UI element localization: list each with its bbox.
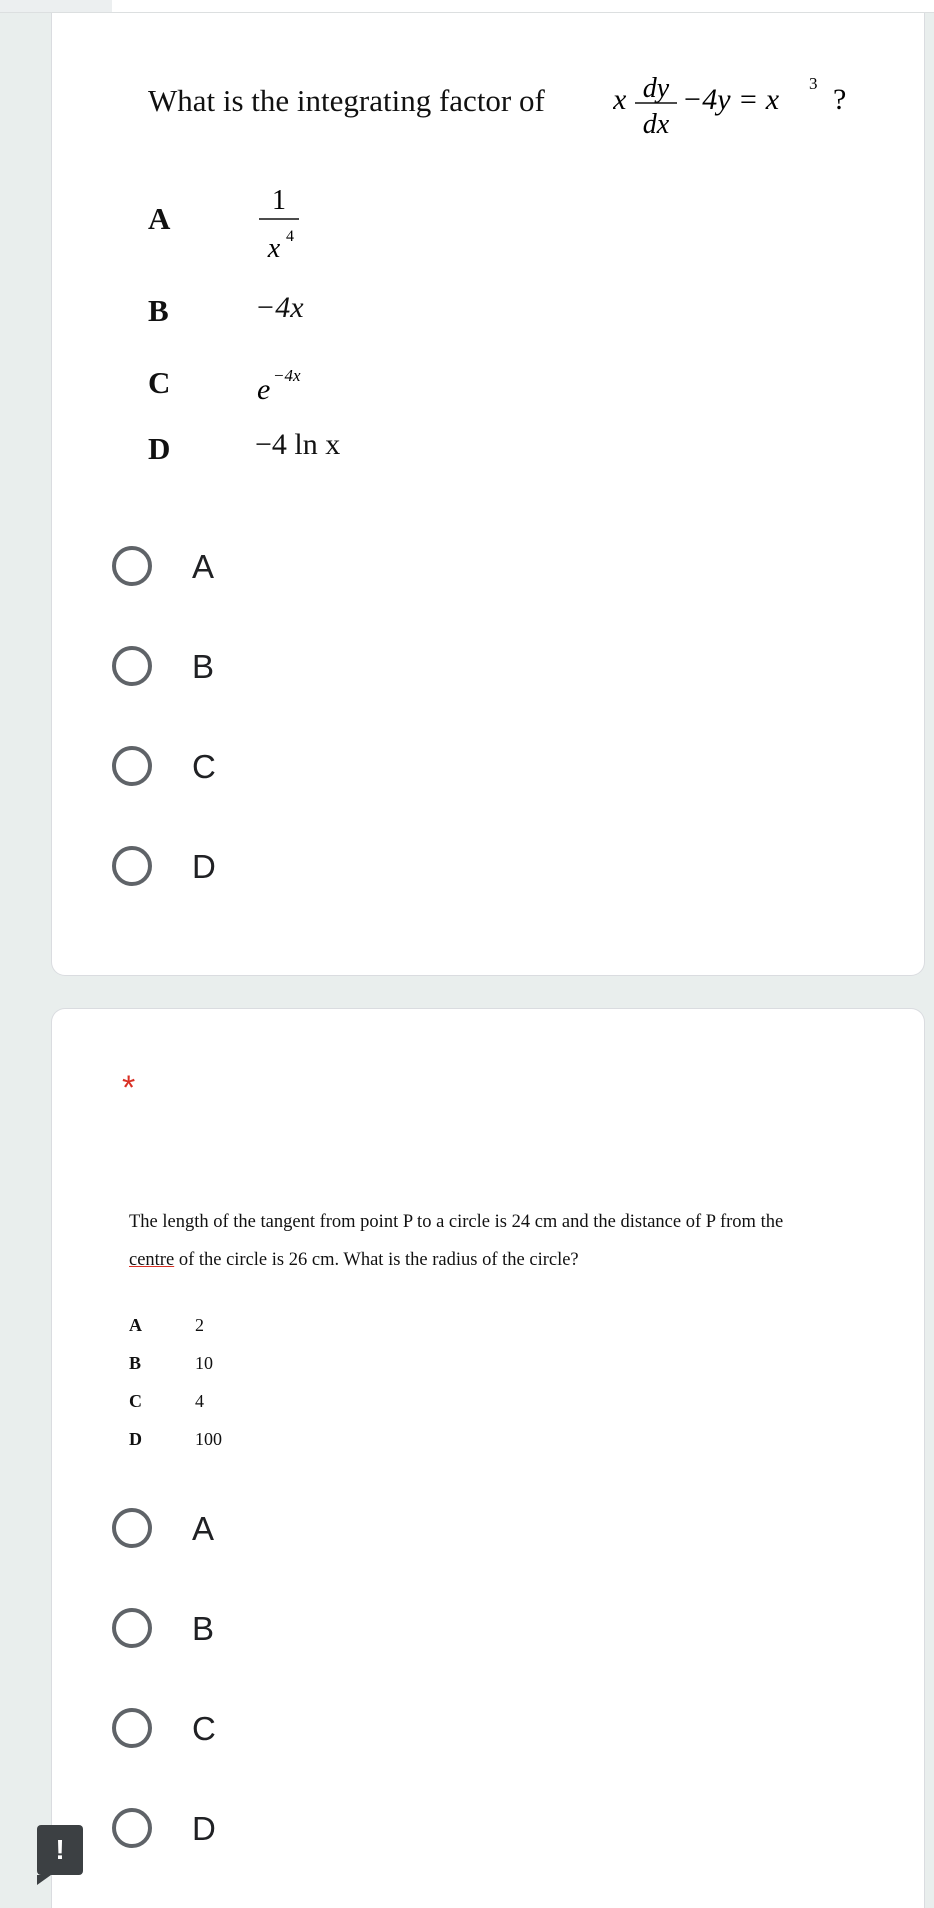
q2-option-d-letter: D — [129, 1429, 142, 1449]
radio-button[interactable] — [112, 646, 152, 686]
eq-numerator: dy — [642, 73, 670, 104]
radio-label: A — [192, 548, 215, 585]
question-2-line-1: The length of the tangent from point P to a circle is 24 cm and the distance of P from the — [129, 1212, 784, 1232]
exp-power: −4x — [273, 366, 301, 385]
question-1-equation — [613, 61, 873, 161]
q2-option-a-letter: A — [129, 1315, 142, 1335]
required-asterisk: * — [122, 1069, 136, 1107]
eq-denominator: dx — [642, 109, 670, 140]
alert-icon[interactable]: ! — [37, 1825, 83, 1875]
radio-label: D — [192, 848, 216, 885]
question-2-line-2-rest: of the circle is 26 cm. What is the radius of the circle? — [174, 1250, 579, 1270]
radio-button[interactable] — [112, 1508, 152, 1548]
question-card-1 — [51, 13, 925, 976]
frac-den-power: 4 — [286, 228, 294, 245]
eq-end: ? — [833, 83, 847, 116]
q2-option-d-value: 100 — [195, 1429, 222, 1449]
radio-label: D — [192, 1810, 216, 1847]
radio-label: B — [192, 648, 215, 685]
radio-label: B — [192, 1610, 215, 1647]
eq-rest: −4y = x — [682, 83, 780, 116]
q1-option-c-letter: C — [148, 365, 171, 400]
q1-option-b-letter: B — [148, 293, 169, 328]
q1-option-b-value: −4x — [255, 291, 304, 324]
radio-button[interactable] — [112, 846, 152, 886]
radio-label: C — [192, 1710, 216, 1747]
question-1-text: What is the integrating factor of — [148, 83, 545, 118]
spellcheck-underlined-word: centre — [129, 1250, 175, 1270]
radio-button[interactable] — [112, 1808, 152, 1848]
top-bar — [0, 0, 934, 13]
q2-option-c-value: 4 — [195, 1391, 204, 1411]
exp-base: e — [257, 373, 271, 406]
q2-option-b-letter: B — [129, 1353, 142, 1373]
frac-num: 1 — [272, 185, 286, 216]
q1-option-d-value: −4 ln x — [255, 428, 341, 461]
eq-power: 3 — [809, 74, 818, 93]
eq-x: x — [613, 83, 627, 116]
q1-option-a-letter: A — [148, 201, 171, 236]
q2-option-b-value: 10 — [195, 1353, 213, 1373]
radio-button[interactable] — [112, 746, 152, 786]
q1-option-c-value — [257, 353, 337, 413]
question-2-line-2 — [129, 1250, 579, 1271]
top-tab — [0, 0, 112, 12]
q1-option-d-letter: D — [148, 431, 171, 466]
radio-label: C — [192, 748, 216, 785]
radio-button[interactable] — [112, 1608, 152, 1648]
q2-option-c-letter: C — [129, 1391, 142, 1411]
q2-option-a-value: 2 — [195, 1315, 204, 1335]
radio-button[interactable] — [112, 1708, 152, 1748]
q1-option-a-fraction — [254, 173, 314, 273]
question-card-2 — [51, 1008, 925, 1908]
radio-button[interactable] — [112, 546, 152, 586]
radio-label: A — [192, 1510, 215, 1547]
frac-den: x — [267, 233, 281, 264]
